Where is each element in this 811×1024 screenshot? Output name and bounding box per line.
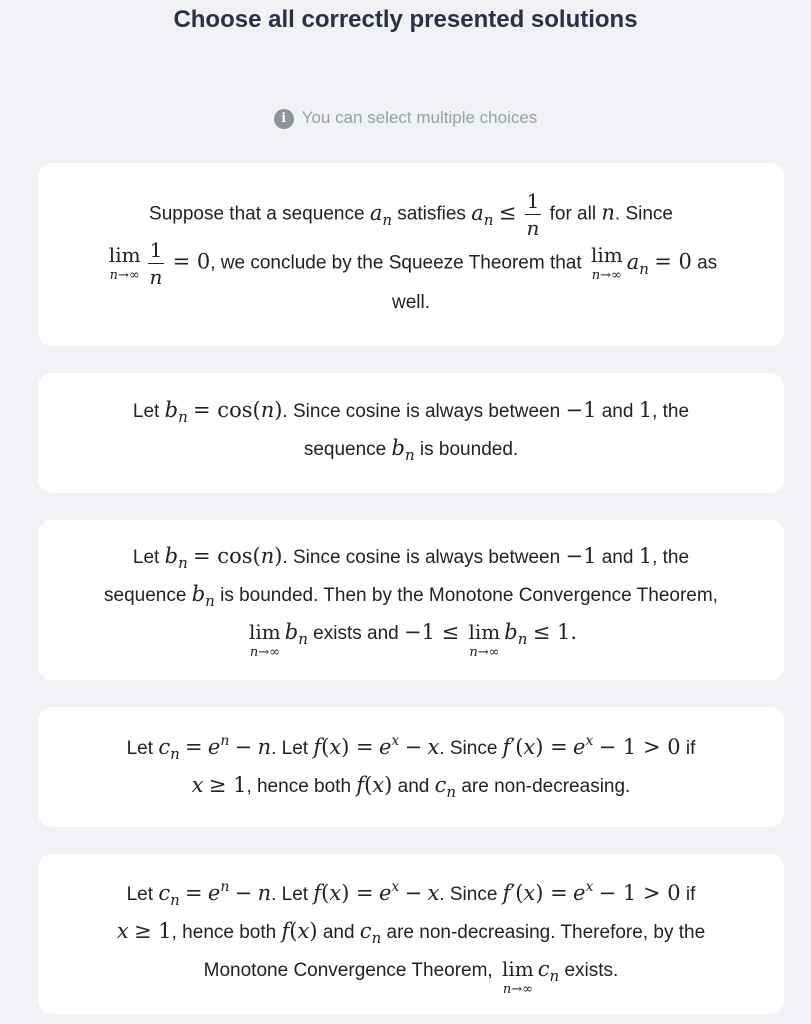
choice-option-3[interactable] <box>38 520 784 680</box>
info-icon: i <box>274 109 294 129</box>
page-title: Choose all correctly presented solutions <box>173 6 638 33</box>
choice-option-5[interactable] <box>38 854 784 1014</box>
choice-option-2[interactable] <box>38 373 784 493</box>
choice-text: Let $b_n = \cos(n)$. Since cosine is always between −1 and 1, the sequence $b_n$ is bounded. <box>132 398 690 464</box>
choice-text: Let $c_n = e^n - n$. Let $f(x) = e^x - x$. Since $f'(x) = e^x - 1 > 0$ if x ≥ 1, hence both f(x) and $c_n$ are non-decreasing. <box>126 733 696 801</box>
multiple-choice-hint <box>0 108 811 129</box>
choice-text: Let $c_n = e^n - n$. Let $f(x) = e^x - x$. Since $f'(x) = e^x - 1 > 0$ if x ≥ 1, hence both f(x) and $c_n$ are non-decreasing. Therefore, by the Monotone Convergence Theorem, lim n→∞ $c_n$ exists. <box>116 879 706 997</box>
choice-option-1[interactable] <box>38 163 784 346</box>
choice-text: Suppose that a sequence $a_n$ satisfies $a_n$ ≤ $\frac{1}{n}$ for all n. Since lim n→∞ $\frac{1}{n}$ = 0, we conclude by the Squeeze Theorem that lim n→∞ $a_n = 0$ as well. <box>108 189 718 313</box>
hint-text: You can select multiple choices <box>301 108 538 127</box>
choice-option-4[interactable] <box>38 707 784 827</box>
choice-text: Let $b_n = \cos(n)$. Since cosine is always between −1 and 1, the sequence $b_n$ is bounded. Then by the Monotone Convergence Theorem, lim n→∞ $b_n$ exists and −1 ≤ lim n→∞ $b_n \le 1$. <box>104 544 718 660</box>
